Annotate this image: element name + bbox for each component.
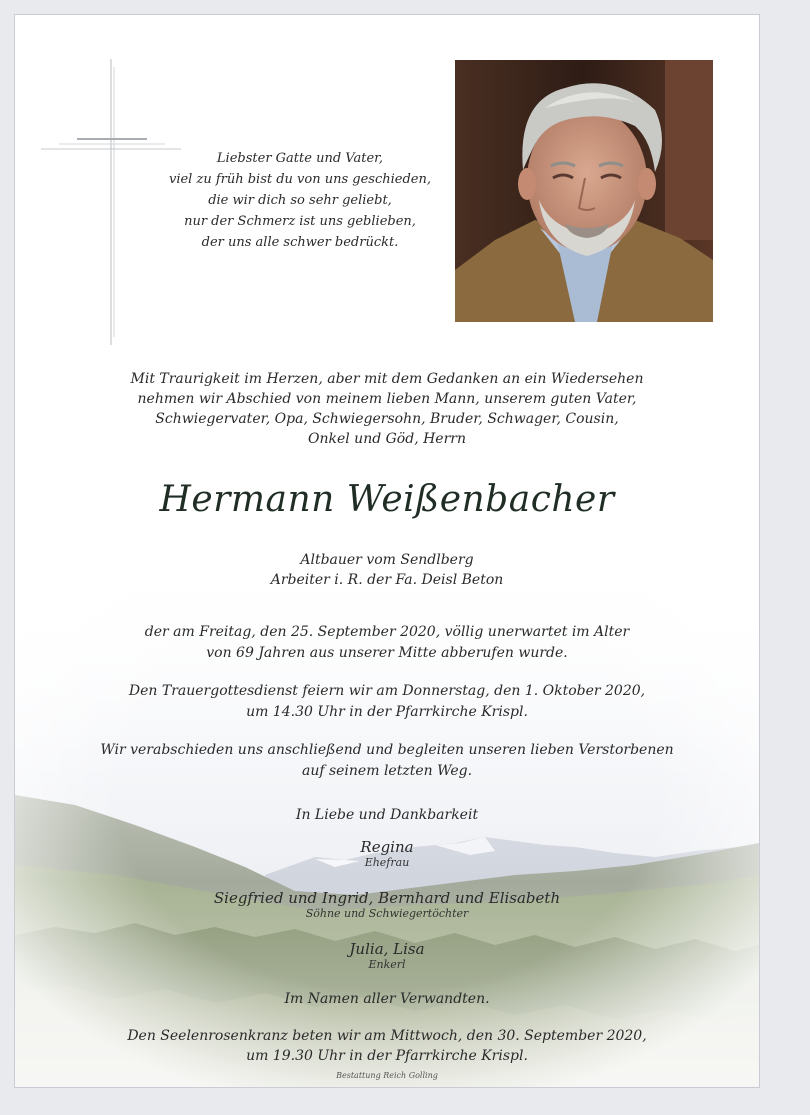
poem-line: Liebster Gatte und Vater, bbox=[216, 151, 384, 166]
deceased-name: Hermann Weißenbacher bbox=[159, 479, 615, 520]
poem bbox=[165, 148, 435, 253]
farewell-text bbox=[15, 740, 759, 782]
intro-line: Mit Traurigkeit im Herzen, aber mit dem Gedanken an ein Wiedersehen bbox=[130, 371, 644, 387]
funeral-service bbox=[15, 681, 759, 723]
family-names: Regina bbox=[360, 838, 414, 856]
intro-line: nehmen wir Abschied von meinem lieben Mann, unserem guten Vater, bbox=[137, 391, 637, 407]
family-entry bbox=[15, 939, 759, 971]
rosary-line: um 19.30 Uhr in der Pfarrkirche Krispl. bbox=[246, 1048, 528, 1064]
service-line: Den Trauergottesdienst feiern wir am Donnerstag, den 1. Oktober 2020, bbox=[128, 683, 646, 699]
death-line: der am Freitag, den 25. September 2020, völlig unerwartet im Alter bbox=[144, 624, 630, 640]
family-relation: Enkerl bbox=[368, 958, 406, 971]
intro-line: Onkel und Göd, Herrn bbox=[307, 431, 466, 447]
cross-icon bbox=[39, 57, 183, 347]
poem-line: viel zu früh bist du von uns geschieden, bbox=[168, 172, 431, 187]
undertaker-credit: Bestattung Reich Golling bbox=[336, 1071, 438, 1080]
farewell-line: auf seinem letzten Weg. bbox=[301, 763, 473, 779]
intro-line: Schwiegervater, Opa, Schwiegersohn, Bruder, Schwager, Cousin, bbox=[155, 411, 619, 427]
family-names: Siegfried und Ingrid, Bernhard und Elisabeth bbox=[213, 889, 561, 907]
family-entry bbox=[15, 837, 759, 869]
rosary-line: Den Seelenrosenkranz beten wir am Mittwoch, den 30. September 2020, bbox=[127, 1028, 647, 1044]
title-line: Arbeiter i. R. der Fa. Deisl Beton bbox=[270, 572, 504, 588]
farewell-line: Wir verabschieden uns anschließend und begleiten unseren lieben Verstorbenen bbox=[100, 742, 674, 758]
poem-line: der uns alle schwer bedrückt. bbox=[201, 235, 399, 250]
family-relation: Söhne und Schwiegertöchter bbox=[305, 907, 469, 920]
death-line: von 69 Jahren aus unserer Mitte abberufen wurde. bbox=[206, 645, 568, 661]
title-line: Altbauer vom Sendlberg bbox=[300, 552, 474, 568]
closing-phrase: In Liebe und Dankbarkeit bbox=[295, 807, 479, 823]
death-notice bbox=[15, 622, 759, 664]
family-relation: Ehefrau bbox=[364, 856, 410, 869]
occupation-titles bbox=[15, 550, 759, 590]
family-names: Julia, Lisa bbox=[349, 940, 425, 958]
family-entry bbox=[15, 888, 759, 920]
portrait-photo bbox=[455, 60, 713, 322]
relatives-line: Im Namen aller Verwandten. bbox=[284, 991, 490, 1007]
poem-line: nur der Schmerz ist uns geblieben, bbox=[184, 214, 416, 229]
obituary-card bbox=[14, 14, 760, 1088]
service-line: um 14.30 Uhr in der Pfarrkirche Krispl. bbox=[246, 704, 528, 720]
poem-line: die wir dich so sehr geliebt, bbox=[208, 193, 392, 208]
rosary-notice bbox=[15, 1026, 759, 1066]
intro-text bbox=[15, 369, 759, 449]
